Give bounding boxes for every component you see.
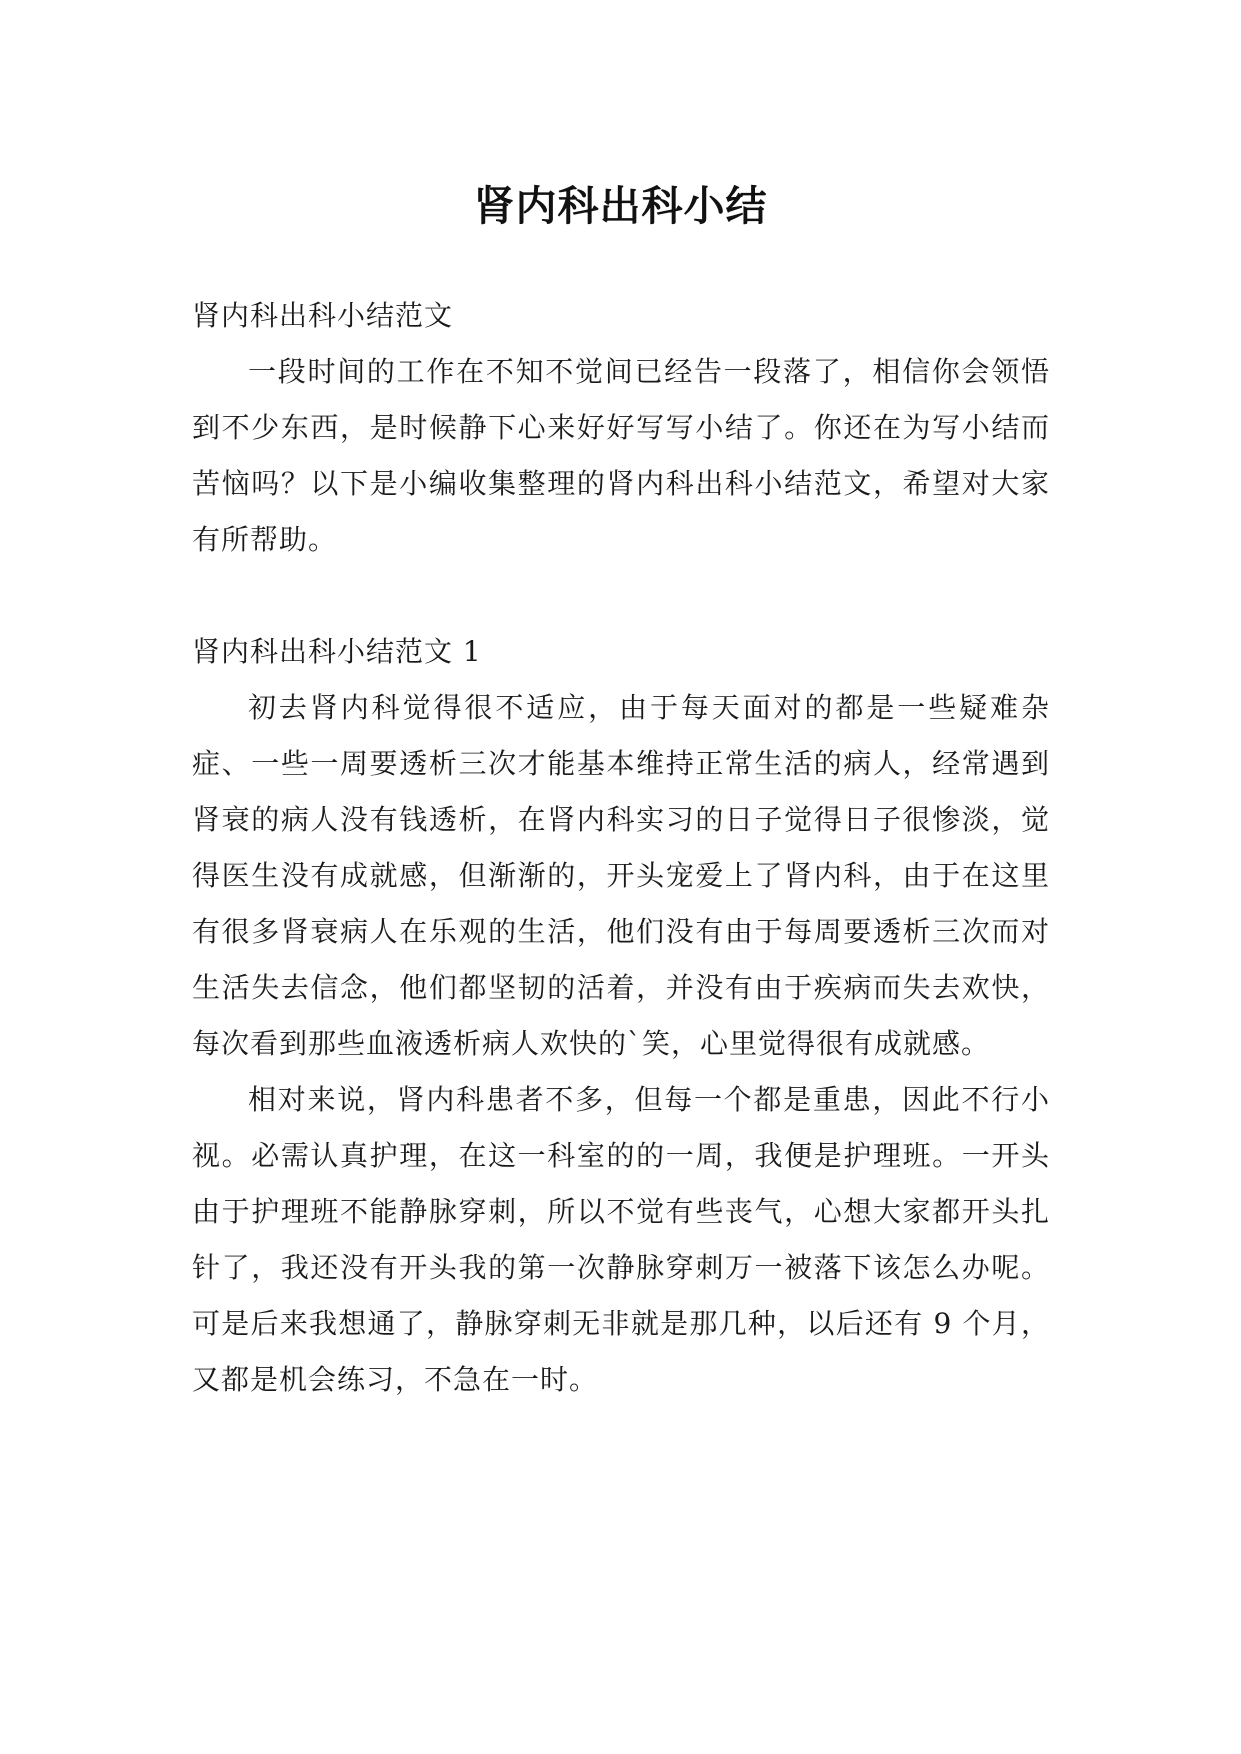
- section1-paragraph-2: 相对来说，肾内科患者不多，但每一个都是重患，因此不行小视。必需认真护理，在这一科室的的一周，我便是护理班。一开头由于护理班不能静脉穿刺，所以不觉有些丧气，心想大家都开头扎针了，我还没有开头我的第一次静脉穿刺万一被落下该怎么办呢。可是后来我想通了，静脉穿刺无非就是那几种，以后还有 9 个月，又都是机会练习，不急在一时。: [192, 1083, 1050, 1396]
- intro-heading: 肾内科出科小结范文: [192, 299, 454, 332]
- document-title: 肾内科出科小结: [473, 182, 768, 231]
- intro-paragraph: 一段时间的工作在不知不觉间已经告一段落了，相信你会领悟到不少东西，是时候静下心来好好写写小结了。你还在为写小结而苦恼吗？以下是小编收集整理的肾内科出科小结范文，希望对大家有所帮助。: [192, 355, 1050, 556]
- section1-heading: 肾内科出科小结范文 1: [192, 635, 482, 668]
- section1-paragraph-1: 初去肾内科觉得很不适应，由于每天面对的都是一些疑难杂症、一些一周要透析三次才能基本维持正常生活的病人，经常遇到肾衰的病人没有钱透析，在肾内科实习的日子觉得日子很惨淡，觉得医生没有成就感，但渐渐的，开头宠爱上了肾内科，由于在这里有很多肾衰病人在乐观的生活，他们没有由于每周要透析三次而对生活失去信念，他们都坚韧的活着，并没有由于疾病而失去欢快，每次看到那些血液透析病人欢快的`笑，心里觉得很有成就感。: [192, 691, 1050, 1060]
- section-spacer: [192, 568, 1050, 624]
- document-body: [192, 288, 1050, 1408]
